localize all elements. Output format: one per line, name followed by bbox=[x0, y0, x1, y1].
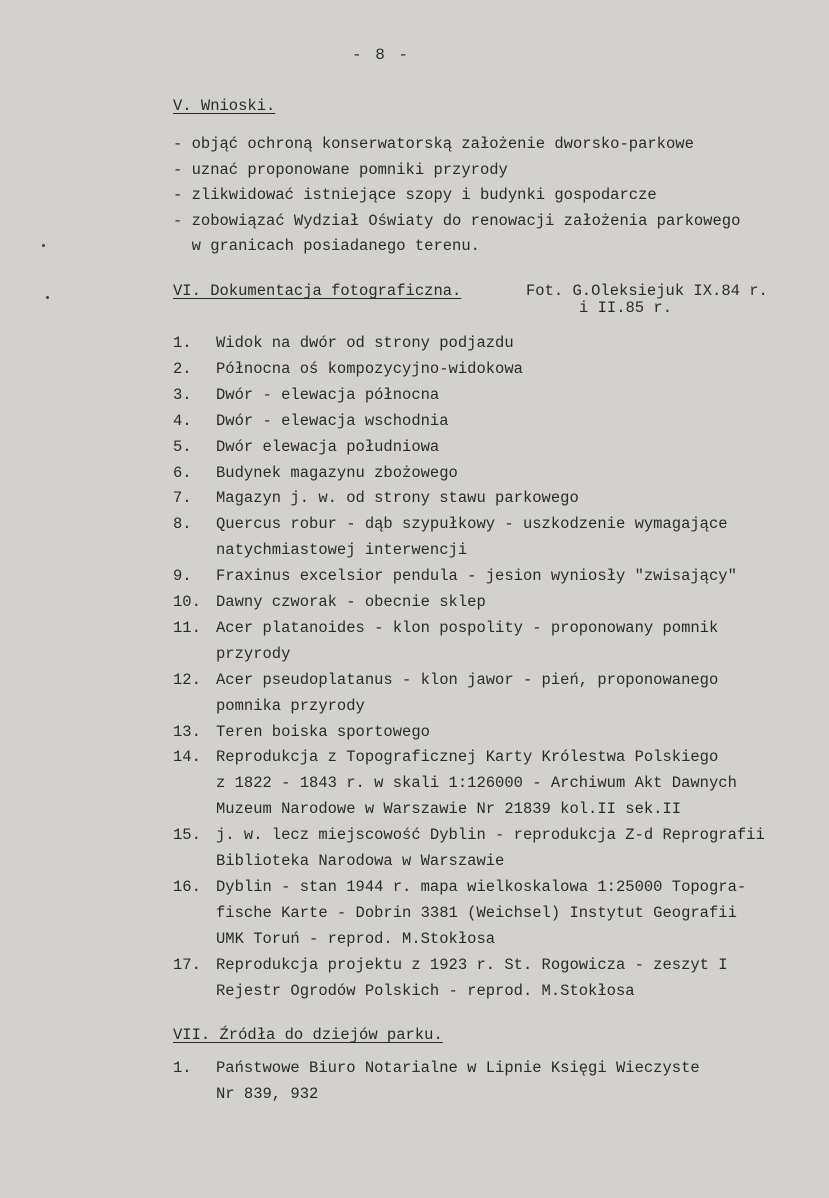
list-item-number: 4. bbox=[173, 411, 192, 430]
list-item: Acer platanoides - klon pospolity - proponowany pomnik bbox=[216, 618, 719, 637]
list-item: Dwór elewacja południowa bbox=[216, 437, 440, 456]
punch-mark bbox=[42, 244, 45, 247]
photo-credit: Fot. G.Oleksiejuk IX.84 r. bbox=[526, 282, 768, 300]
list-item-number: 14. bbox=[173, 748, 201, 767]
list-item-number: 16. bbox=[173, 877, 201, 896]
list-item-number: 10. bbox=[173, 593, 201, 611]
list-item-number: 13. bbox=[173, 722, 201, 741]
list-item: Dawny czworak - obecnie sklep bbox=[216, 593, 486, 611]
conclusion-line: - uznać proponowane pomniki przyrody bbox=[173, 161, 508, 179]
section-7-heading: VII. Źródła do dziejów parku. bbox=[173, 1026, 443, 1044]
list-item: Fraxinus excelsior pendula - jesion wyniosły "zwisający" bbox=[216, 567, 737, 586]
punch-mark bbox=[46, 296, 49, 299]
list-item-number: 9. bbox=[173, 567, 192, 586]
list-item-number: 1. bbox=[173, 334, 192, 352]
conclusion-line: - objąć ochroną konserwatorską założenie dworsko-parkowe bbox=[173, 135, 694, 153]
list-item: Muzeum Narodowe w Warszawie Nr 21839 kol.II sek.II bbox=[216, 800, 682, 819]
list-item-number: 11. bbox=[173, 618, 201, 637]
list-item-number: 17. bbox=[173, 955, 201, 974]
page-number: - 8 - bbox=[352, 46, 411, 64]
list-item-number: 15. bbox=[173, 826, 201, 845]
conclusion-line: - zlikwidować istniejące szopy i budynki gospodarcze bbox=[173, 186, 657, 204]
list-item: przyrody bbox=[216, 644, 291, 663]
photo-credit-date: i II.85 r. bbox=[579, 299, 673, 317]
list-item: Nr 839, 932 bbox=[216, 1085, 319, 1103]
list-item: UMK Toruń - reprod. M.Stokłosa bbox=[216, 929, 496, 948]
list-item-number: 2. bbox=[173, 359, 192, 378]
list-item: z 1822 - 1843 r. w skali 1:126000 - Archiwum Akt Dawnych bbox=[216, 774, 737, 793]
list-item: Dwór - elewacja wschodnia bbox=[216, 411, 449, 430]
section-5-heading: V. Wnioski. bbox=[173, 97, 276, 115]
list-item: Reprodukcja projektu z 1923 r. St. Rogowicza - zeszyt I bbox=[216, 955, 728, 974]
conclusion-line: - zobowiązać Wydział Oświaty do renowacji założenia parkowego bbox=[173, 212, 741, 230]
list-item: j. w. lecz miejscowość Dyblin - reprodukcja Z-d Reprografii bbox=[216, 826, 765, 845]
list-item: Dyblin - stan 1944 r. mapa wielkoskalowa 1:25000 Topogra- bbox=[216, 877, 747, 896]
list-item: Reprodukcja z Topograficznej Karty Królestwa Polskiego bbox=[216, 748, 719, 767]
list-item-number: 7. bbox=[173, 489, 192, 508]
list-item-number: 3. bbox=[173, 385, 192, 404]
conclusion-line: w granicach posiadanego terenu. bbox=[173, 237, 480, 255]
list-item: Dwór - elewacja północna bbox=[216, 385, 440, 404]
list-item: Budynek magazynu zbożowego bbox=[216, 463, 458, 482]
list-item-number: 5. bbox=[173, 437, 192, 456]
list-item: Acer pseudoplatanus - klon jawor - pień, proponowanego bbox=[216, 670, 719, 689]
list-item: Magazyn j. w. od strony stawu parkowego bbox=[216, 489, 579, 508]
list-item: Widok na dwór od strony podjazdu bbox=[216, 334, 514, 352]
list-item: Północna oś kompozycyjno-widokowa bbox=[216, 359, 523, 378]
section-6-heading: VI. Dokumentacja fotograficzna. bbox=[173, 282, 462, 300]
list-item: Biblioteka Narodowa w Warszawie bbox=[216, 852, 505, 870]
list-item: Państwowe Biuro Notarialne w Lipnie Księgi Wieczyste bbox=[216, 1059, 700, 1077]
list-item-number: 8. bbox=[173, 515, 192, 534]
list-item-number: 1. bbox=[173, 1059, 192, 1077]
list-item: Teren boiska sportowego bbox=[216, 722, 430, 741]
list-item: Rejestr Ogrodów Polskich - reprod. M.Stokłosa bbox=[216, 981, 635, 1000]
list-item-number: 6. bbox=[173, 463, 192, 482]
list-item: natychmiastowej interwencji bbox=[216, 541, 468, 560]
list-item: fische Karte - Dobrin 3381 (Weichsel) Instytut Geografii bbox=[216, 903, 737, 922]
list-item-number: 12. bbox=[173, 670, 201, 689]
list-item: Quercus robur - dąb szypułkowy - uszkodzenie wymagające bbox=[216, 515, 728, 534]
list-item: pomnika przyrody bbox=[216, 696, 365, 715]
